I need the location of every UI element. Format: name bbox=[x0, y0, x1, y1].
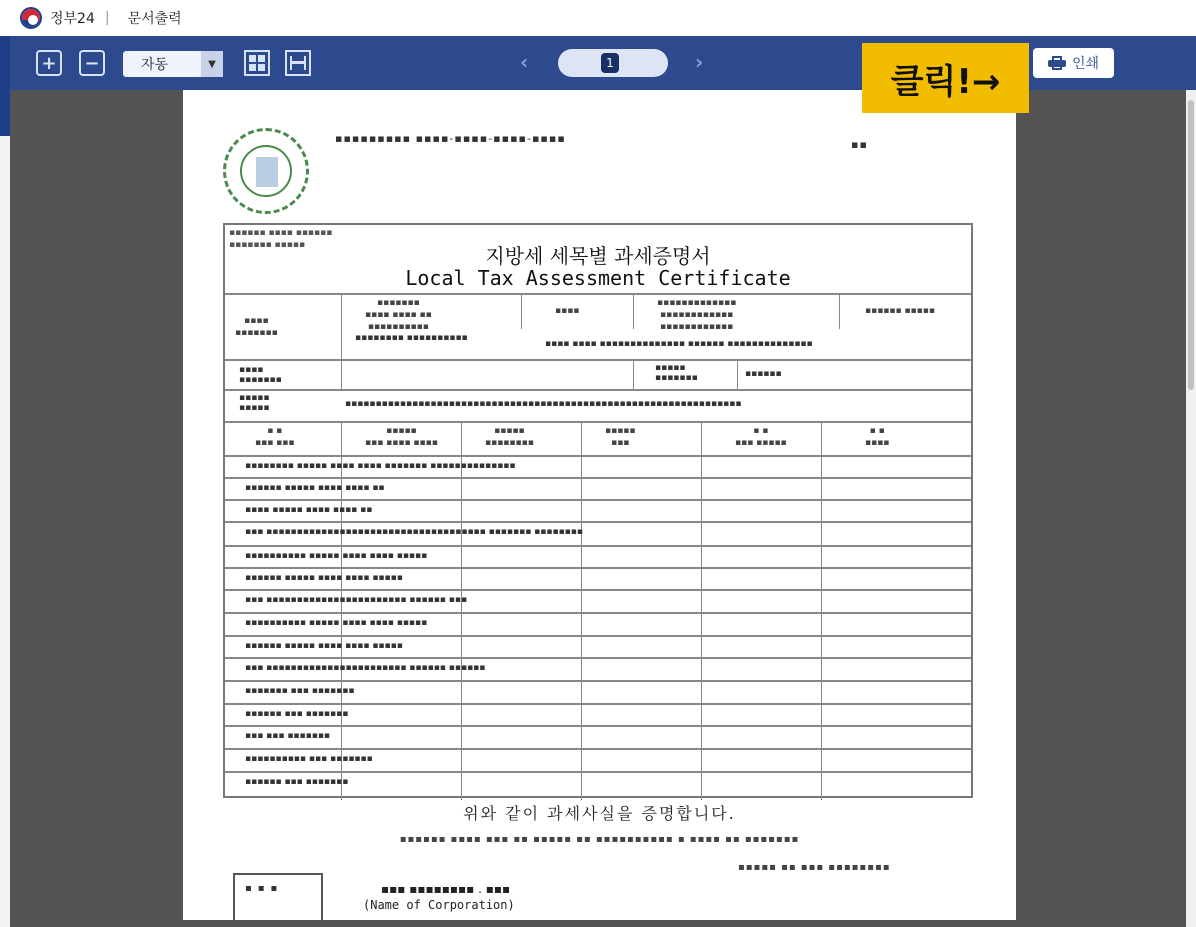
col-remarks: ▪ ▪ ▪▪▪▪ bbox=[865, 426, 890, 448]
page-indicator[interactable] bbox=[558, 49, 668, 77]
period-label: ▪▪▪▪▪ ▪▪▪▪▪ bbox=[239, 393, 270, 413]
certify-statement-ko: 위와 같이 과세사실을 증명합니다. bbox=[463, 804, 736, 823]
certificate-title-ko: 지방세 세목별 과세증명서 bbox=[485, 244, 711, 268]
name-label: ▪▪▪▪▪▪▪ ▪▪▪▪ ▪▪▪▪ ▪▪ ▪▪▪▪▪▪▪▪▪▪ bbox=[365, 298, 432, 332]
table-row: ▪▪▪▪▪▪▪ ▪▪▪ ▪▪▪▪▪▪▪ bbox=[245, 686, 355, 696]
id-value: ▪▪▪▪▪▪ ▪▪▪▪▪ bbox=[865, 306, 935, 316]
print-button[interactable] bbox=[1033, 48, 1114, 78]
fit-width-icon[interactable] bbox=[285, 50, 311, 76]
chevron-left-icon[interactable]: ‹ bbox=[520, 50, 529, 74]
col-assessment: ▪▪▪▪▪ ▪▪▪▪▪▪▪▪ bbox=[485, 426, 534, 448]
viewer-scrollbar[interactable] bbox=[1186, 90, 1196, 927]
table-row: ▪▪▪▪▪▪▪▪▪▪ ▪▪▪▪▪ ▪▪▪▪ ▪▪▪▪ ▪▪▪▪▪ bbox=[245, 551, 428, 561]
section-name: 문서출력 bbox=[127, 11, 182, 27]
table-row: ▪▪▪▪▪▪▪▪▪▪ ▪▪▪▪▪ ▪▪▪▪ ▪▪▪▪ ▪▪▪▪▪ bbox=[245, 618, 428, 628]
fit-page-icon[interactable] bbox=[244, 50, 270, 76]
corporation-name-en: (Name of Corporation) bbox=[363, 898, 515, 912]
doc-page-mark: ▪▪ bbox=[851, 138, 868, 151]
issue-date: ▪▪▪▪▪ ▪▪ ▪▪▪ ▪▪▪▪▪▪▪▪ bbox=[738, 862, 891, 873]
title-separator: | bbox=[104, 10, 110, 26]
zoom-select[interactable] bbox=[123, 51, 223, 77]
col-basis: ▪▪▪▪▪ ▪▪▪ bbox=[605, 426, 636, 448]
background-page-strip bbox=[0, 36, 10, 927]
form-label: ▪▪▪▪▪▪ ▪▪▪▪ ▪▪▪▪▪▪ ▪▪▪▪▪▪▪ ▪▪▪▪▪ bbox=[229, 228, 333, 250]
col-amount: ▪ ▪ ▪▪▪ ▪▪▪▪▪ bbox=[735, 426, 787, 448]
table-row: ▪▪▪▪▪▪ ▪▪▪ ▪▪▪▪▪▪▪ bbox=[245, 777, 349, 787]
chevron-down-icon: ▼ bbox=[201, 51, 223, 77]
table-row: ▪▪▪ ▪▪▪▪▪▪▪▪▪▪▪▪▪▪▪▪▪▪▪▪▪▪▪ ▪▪▪▪▪▪ ▪▪▪ bbox=[245, 595, 468, 605]
table-row: ▪▪▪ ▪▪▪ ▪▪▪▪▪▪▪ bbox=[245, 731, 331, 741]
click-callout: 클릭!→ bbox=[862, 43, 1029, 113]
site-name: 정부24 bbox=[50, 11, 95, 27]
col-tax-item: ▪ ▪ ▪▪▪ ▪▪▪ bbox=[255, 426, 295, 448]
col-tax-year: ▪▪▪▪▪ ▪▪▪ ▪▪▪▪ ▪▪▪▪ bbox=[365, 426, 438, 448]
purpose-label: ▪▪▪▪▪ ▪▪▪▪▪▪▪ bbox=[655, 363, 698, 383]
period-value: ▪▪▪▪▪▪▪▪▪▪▪▪▪▪▪▪▪▪▪▪▪▪▪▪▪▪▪▪▪▪▪▪▪▪▪▪▪▪▪▪▪▪▪▪▪▪▪▪▪▪▪▪▪▪▪▪▪▪▪▪▪▪▪▪▪ bbox=[345, 399, 742, 409]
table-row: ▪▪▪▪ ▪▪▪▪▪ ▪▪▪▪ ▪▪▪▪ ▪▪ bbox=[245, 505, 373, 515]
chevron-right-icon[interactable]: › bbox=[695, 50, 704, 74]
usage-label: ▪▪▪▪ ▪▪▪▪▪▪▪ bbox=[239, 365, 282, 385]
zoom-value: 자동 bbox=[141, 57, 169, 73]
official-seal-icon bbox=[223, 128, 309, 214]
taxpayer-label: ▪▪▪▪ ▪▪▪▪▪▪▪ bbox=[235, 316, 278, 338]
purpose-value: ▪▪▪▪▪▪ bbox=[745, 369, 782, 379]
title-bar bbox=[0, 0, 1196, 36]
table-row: ▪▪▪▪▪▪ ▪▪▪ ▪▪▪▪▪▪▪ bbox=[245, 709, 349, 719]
corporation-name-label: ▪▪▪ ▪▪▪▪▪▪▪▪ . ▪▪▪ bbox=[381, 882, 511, 896]
name-value: ▪▪▪▪ bbox=[555, 306, 580, 316]
print-label: 인쇄 bbox=[1071, 56, 1100, 72]
doc-issue-number: ▪▪▪▪▪▪▪▪▪ ▪▪▪▪-▪▪▪▪-▪▪▪▪-▪▪▪▪ bbox=[335, 132, 566, 145]
table-row: ▪▪▪▪▪▪▪▪ ▪▪▪▪▪ ▪▪▪▪ ▪▪▪▪ ▪▪▪▪▪▪▪ ▪▪▪▪▪▪▪▪▪▪▪▪▪▪ bbox=[245, 461, 516, 471]
table-row: ▪▪▪▪▪▪▪▪▪▪ ▪▪▪ ▪▪▪▪▪▪▪ bbox=[245, 754, 373, 764]
address-value: ▪▪▪▪ ▪▪▪▪ ▪▪▪▪▪▪▪▪▪▪▪▪▪▪ ▪▪▪▪▪▪ ▪▪▪▪▪▪▪▪▪▪▪▪▪▪ bbox=[545, 339, 813, 349]
plus-icon[interactable]: + bbox=[36, 50, 62, 76]
table-row: ▪▪▪ ▪▪▪▪▪▪▪▪▪▪▪▪▪▪▪▪▪▪▪▪▪▪▪▪▪▪▪▪▪▪▪▪▪▪▪▪ ▪▪▪▪▪▪▪ ▪▪▪▪▪▪▪▪ bbox=[245, 527, 583, 537]
address-label: ▪▪▪▪▪▪▪▪ ▪▪▪▪▪▪▪▪▪▪ bbox=[355, 333, 468, 343]
printer-icon bbox=[1048, 56, 1066, 70]
id-label: ▪▪▪▪▪▪▪▪▪▪▪▪▪ ▪▪▪▪▪▪▪▪▪▪▪▪ ▪▪▪▪▪▪▪▪▪▪▪▪ bbox=[657, 298, 737, 332]
current-page: 1 bbox=[601, 53, 619, 73]
table-row: ▪▪▪▪▪▪ ▪▪▪▪▪ ▪▪▪▪ ▪▪▪▪ ▪▪▪▪▪ bbox=[245, 641, 403, 651]
gov24-logo-icon bbox=[20, 7, 42, 29]
table-row: ▪▪▪ ▪▪▪▪▪▪▪▪▪▪▪▪▪▪▪▪▪▪▪▪▪▪▪ ▪▪▪▪▪▪ ▪▪▪▪▪▪ bbox=[245, 663, 486, 673]
document-page bbox=[183, 90, 1016, 920]
certificate-table bbox=[223, 223, 973, 798]
table-row: ▪▪▪▪▪▪ ▪▪▪▪▪ ▪▪▪▪ ▪▪▪▪ ▪▪▪▪▪ bbox=[245, 573, 403, 583]
issuer-box: ▪▪▪ bbox=[233, 873, 323, 920]
certificate-title-en: Local Tax Assessment Certificate bbox=[405, 266, 791, 290]
minus-icon[interactable]: − bbox=[79, 50, 105, 76]
table-row: ▪▪▪▪▪▪ ▪▪▪▪▪ ▪▪▪▪ ▪▪▪▪ ▪▪ bbox=[245, 483, 385, 493]
certify-statement-en: ▪▪▪▪▪▪ ▪▪▪▪ ▪▪▪ ▪▪ ▪▪▪▪▪ ▪▪ ▪▪▪▪▪▪▪▪▪▪ ▪ ▪▪▪▪ ▪▪ ▪▪▪▪▪▪▪ bbox=[399, 834, 800, 845]
